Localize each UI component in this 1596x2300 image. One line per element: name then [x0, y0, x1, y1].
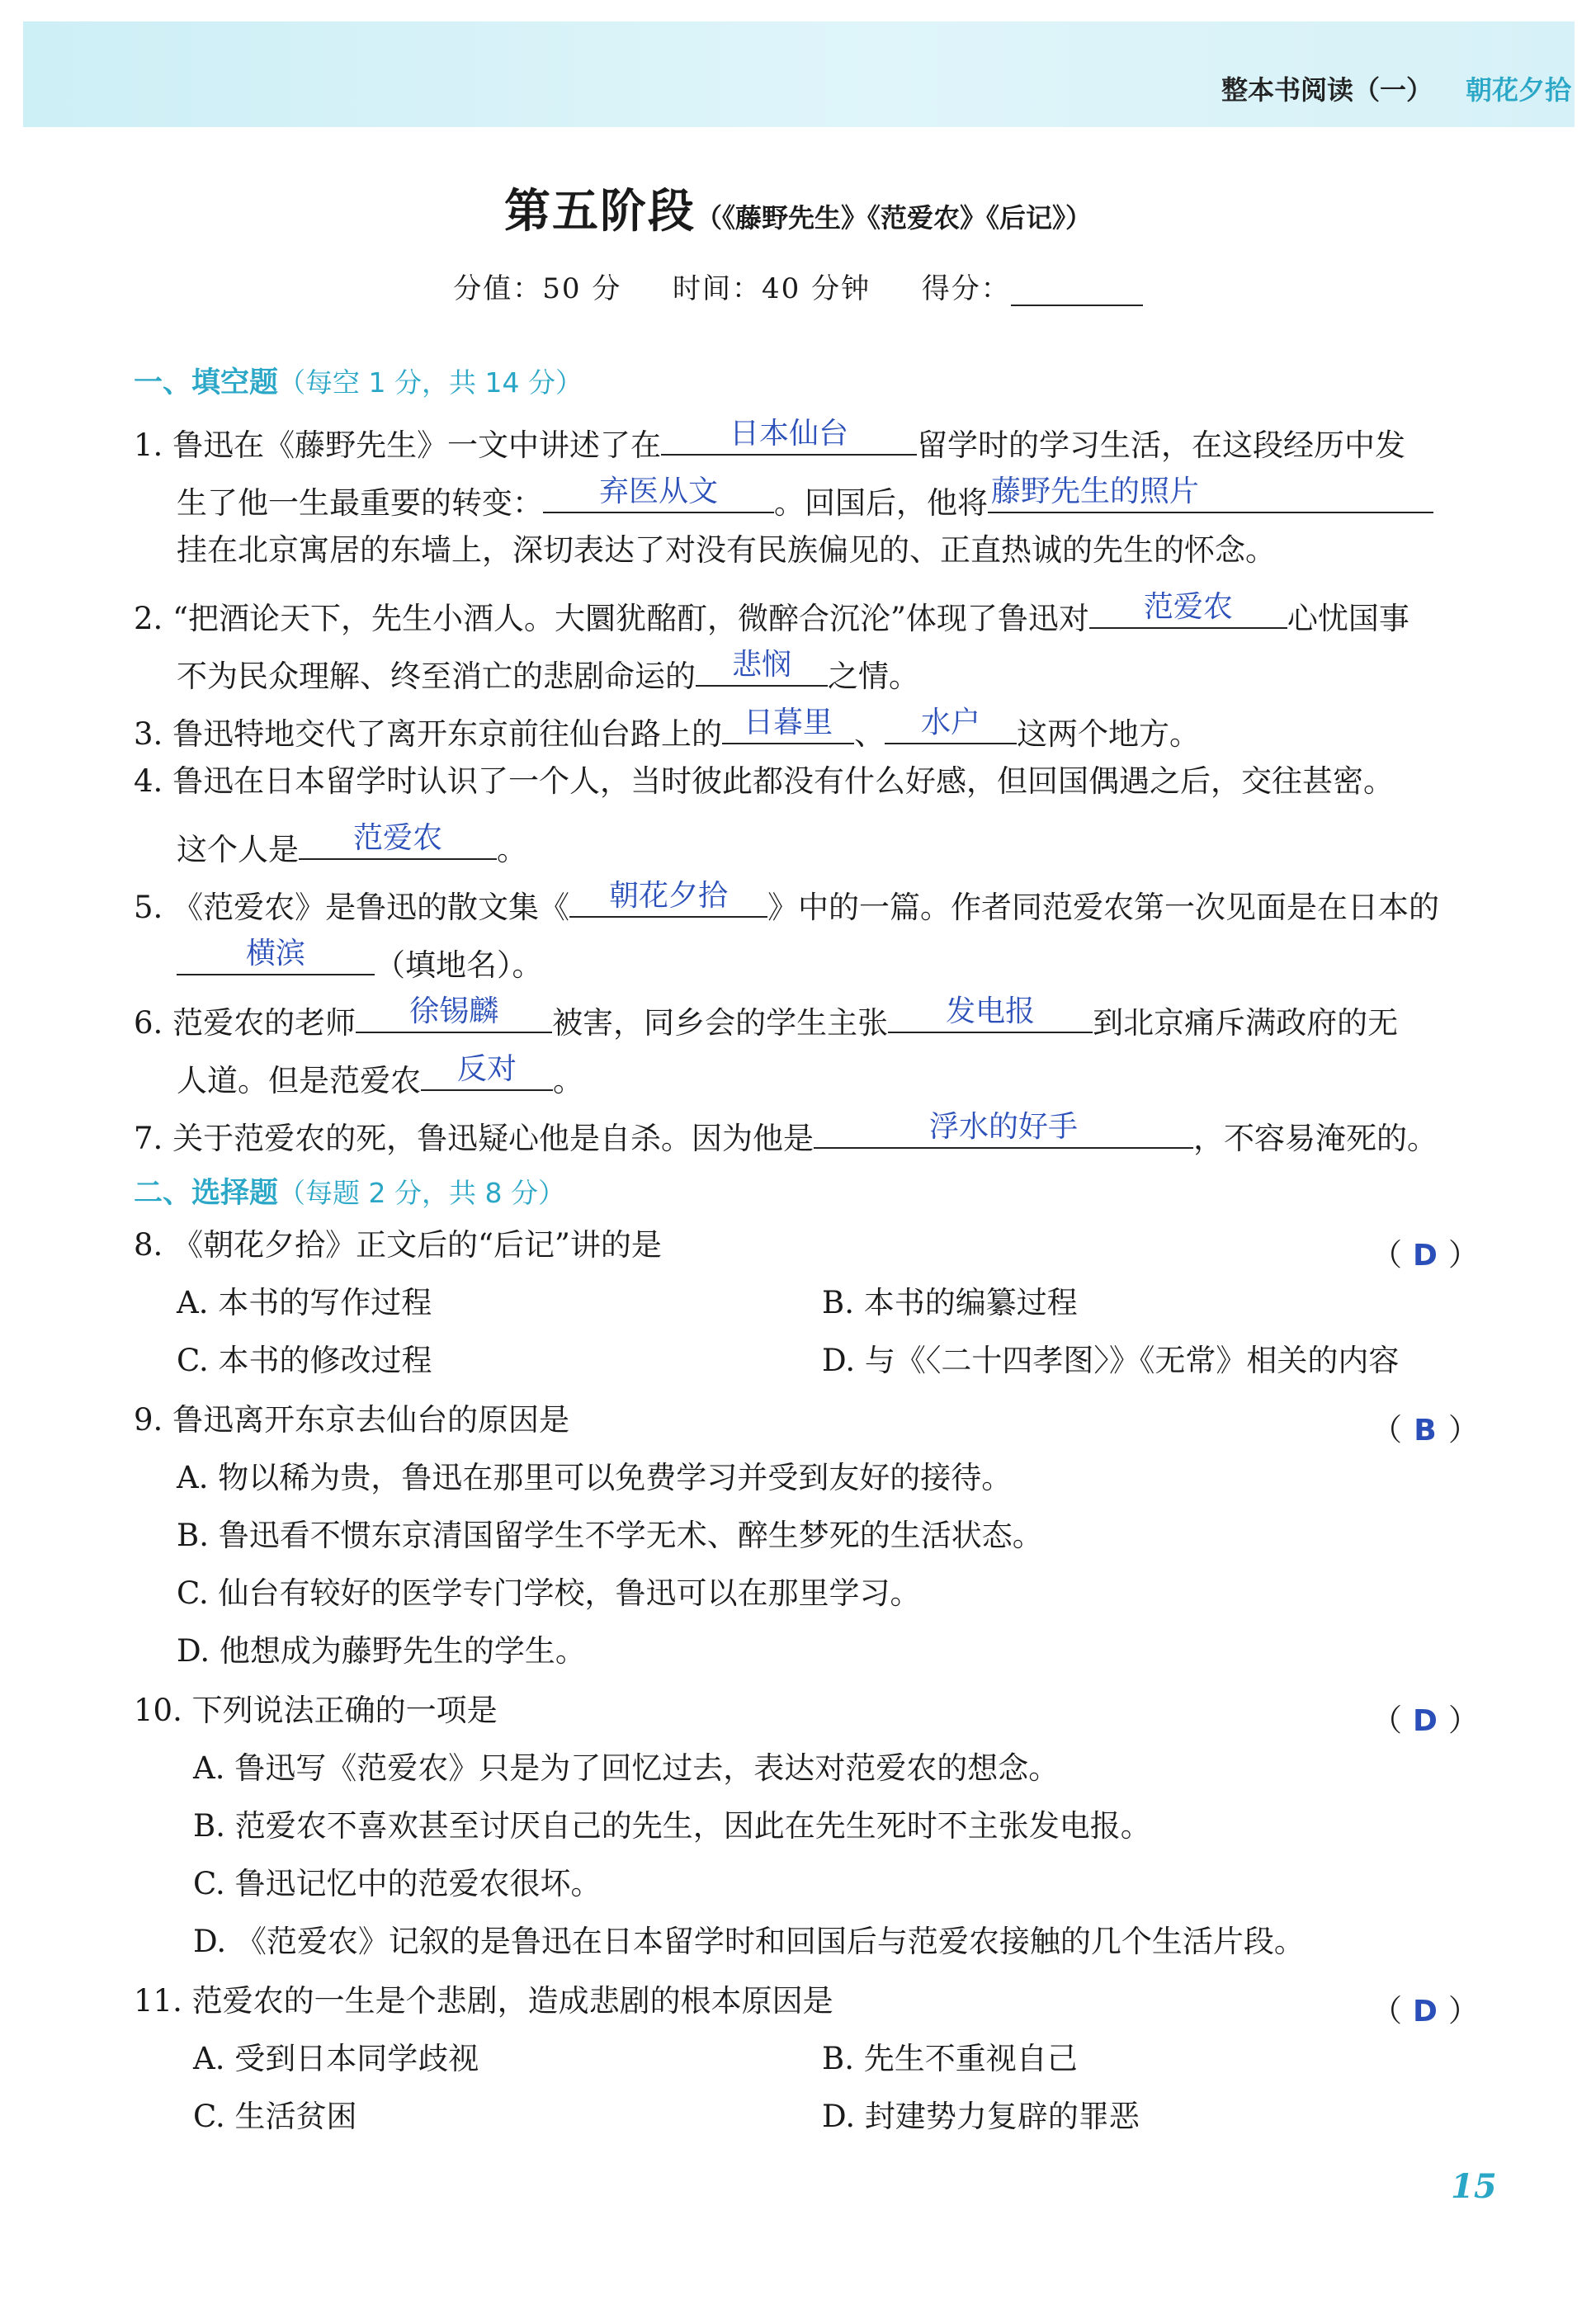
- q11-stem: 11. 范爱农的一生是个悲剧，造成悲剧的根本原因是: [134, 1983, 833, 2019]
- q6-blank-1[interactable]: 徐锡麟: [356, 997, 552, 1033]
- q8-option-c: C. 本书的修改过程: [177, 1343, 432, 1378]
- q8-option-d: D. 与《〈二十四孝图〉》《无常》相关的内容: [822, 1343, 1400, 1378]
- q2-blank-1[interactable]: 范爱农: [1089, 593, 1287, 629]
- q1-blank-1[interactable]: 日本仙台: [661, 419, 917, 456]
- q2-line-2: 不为民众理解、终至消亡的悲剧命运的 悲悯 之情。: [177, 648, 919, 694]
- q9-option-d: D. 他想成为藤野先生的学生。: [177, 1633, 586, 1669]
- q10-answer[interactable]: （ D ）: [1372, 1703, 1479, 1738]
- q4-blank-1[interactable]: 范爱农: [299, 824, 497, 860]
- meta-score: 分值：50 分: [453, 272, 622, 305]
- q4-line-1: 4. 鲁迅在日本留学时认识了一个人，当时彼此都没有什么好感，但回国偶遇之后，交往甚密。: [134, 763, 1395, 799]
- q1-line-2: 生了他一生最重要的转变： 弃医从文 。回国后，他将 藤野先生的照片: [177, 477, 1433, 518]
- q9-option-a: A. 物以稀为贵，鲁迅在那里可以免费学习并受到友好的接待。: [177, 1460, 1013, 1495]
- page-title: [0, 175, 1596, 241]
- q10-option-c: C. 鲁迅记忆中的范爱农很坏。: [193, 1866, 602, 1901]
- q9-option-c: C. 仙台有较好的医学专门学校，鲁迅可以在那里学习。: [177, 1575, 921, 1611]
- q5-line-1: 5. 《范爱农》是鲁迅的散文集《 朝花夕拾 》中的一篇。作者同范爱农第一次见面是在日本的: [134, 879, 1440, 925]
- q2-blank-2[interactable]: 悲悯: [696, 650, 828, 687]
- q1-blank-3[interactable]: 藤野先生的照片: [988, 477, 1433, 513]
- q1-line-1: 1. 鲁迅在《藤野先生》一文中讲述了在 日本仙台 留学时的学习生活，在这段经历中发: [134, 417, 1406, 463]
- q2-line-1: 2. “把酒论天下，先生小酒人。大圜犹酩酊，微醉合沉沦”体现了鲁迅对 范爱农 心忧国事: [134, 590, 1409, 636]
- q11-option-c: C. 生活贫困: [193, 2099, 357, 2134]
- title-main: 第五阶段: [503, 184, 696, 239]
- q3-line-1: 3. 鲁迅特地交代了离开东京前往仙台路上的 日暮里 、 水户 这两个地方。: [134, 706, 1201, 752]
- q10-option-a: A. 鲁迅写《范爱农》只是为了回忆过去，表达对范爱农的想念。: [193, 1750, 1060, 1786]
- q8-stem: 8. 《朝花夕拾》正文后的“后记”讲的是: [134, 1227, 662, 1263]
- q3-blank-2[interactable]: 水户: [885, 708, 1017, 744]
- q8-option-a: A. 本书的写作过程: [177, 1285, 432, 1320]
- score-blank[interactable]: [1011, 280, 1143, 306]
- q8-option-b: B. 本书的编纂过程: [822, 1285, 1078, 1320]
- q11-option-d: D. 封建势力复辟的罪恶: [822, 2099, 1140, 2134]
- section-fill-title: 一、填空题（每空 1 分，共 14 分）: [134, 366, 583, 399]
- page-number: 15: [1451, 2167, 1497, 2206]
- q1-blank-2[interactable]: 弃医从文: [543, 477, 774, 513]
- q9-answer[interactable]: （ B ）: [1372, 1412, 1479, 1448]
- q11-option-b: B. 先生不重视自己: [822, 2041, 1078, 2076]
- q6-line-1: 6. 范爱农的老师 徐锡麟 被害，同乡会的学生主张 发电报 到北京痛斥满政府的无: [134, 994, 1399, 1041]
- q11-answer[interactable]: （ D ）: [1372, 1993, 1479, 2028]
- exam-meta: [0, 266, 1596, 306]
- q5-line-2: 横滨 （填地名）。: [177, 939, 543, 980]
- q6-blank-3[interactable]: 反对: [421, 1055, 553, 1091]
- title-sub: （《藤野先生》《范爱农》《后记》）: [695, 202, 1092, 234]
- header-title: [1221, 69, 1571, 107]
- q8-answer[interactable]: （ D ）: [1372, 1237, 1479, 1273]
- q11-option-a: A. 受到日本同学歧视: [193, 2041, 479, 2076]
- q3-blank-1[interactable]: 日暮里: [722, 708, 854, 744]
- q5-blank-2[interactable]: 横滨: [177, 939, 375, 975]
- q10-option-d: D. 《范爱农》记叙的是鲁迅在日本留学时和回国后与范爱农接触的几个生活片段。: [193, 1924, 1305, 1959]
- q1-line-3: 挂在北京寓居的东墙上，深切表达了对没有民族偏见的、正直热诚的先生的怀念。: [177, 532, 1276, 568]
- q6-line-2: 人道。但是范爱农 反对 。: [177, 1052, 583, 1098]
- header-book: 整本书阅读（一）: [1221, 74, 1433, 106]
- q4-line-2: 这个人是 范爱农 。: [177, 821, 527, 867]
- section-choice-title: 二、选择题（每题 2 分，共 8 分）: [134, 1177, 565, 1210]
- q6-blank-2[interactable]: 发电报: [888, 997, 1093, 1033]
- q7-line-1: 7. 关于范爱农的死，鲁迅疑心他是自杀。因为他是 浮水的好手 ，不容易淹死的。: [134, 1110, 1438, 1156]
- q10-stem: 10. 下列说法正确的一项是: [134, 1693, 498, 1728]
- meta-time: 时间：40 分钟: [673, 272, 871, 305]
- q5-blank-1[interactable]: 朝花夕拾: [569, 881, 767, 918]
- q9-stem: 9. 鲁迅离开东京去仙台的原因是: [134, 1402, 570, 1438]
- q7-blank-1[interactable]: 浮水的好手: [814, 1112, 1193, 1149]
- header-book-title: 朝花夕拾: [1465, 74, 1571, 106]
- q10-option-b: B. 范爱农不喜欢甚至讨厌自己的先生，因此在先生死时不主张发电报。: [193, 1808, 1151, 1844]
- meta-got: 得分：: [921, 272, 1011, 305]
- q9-option-b: B. 鲁迅看不惯东京清国留学生不学无术、醉生梦死的生活状态。: [177, 1518, 1043, 1553]
